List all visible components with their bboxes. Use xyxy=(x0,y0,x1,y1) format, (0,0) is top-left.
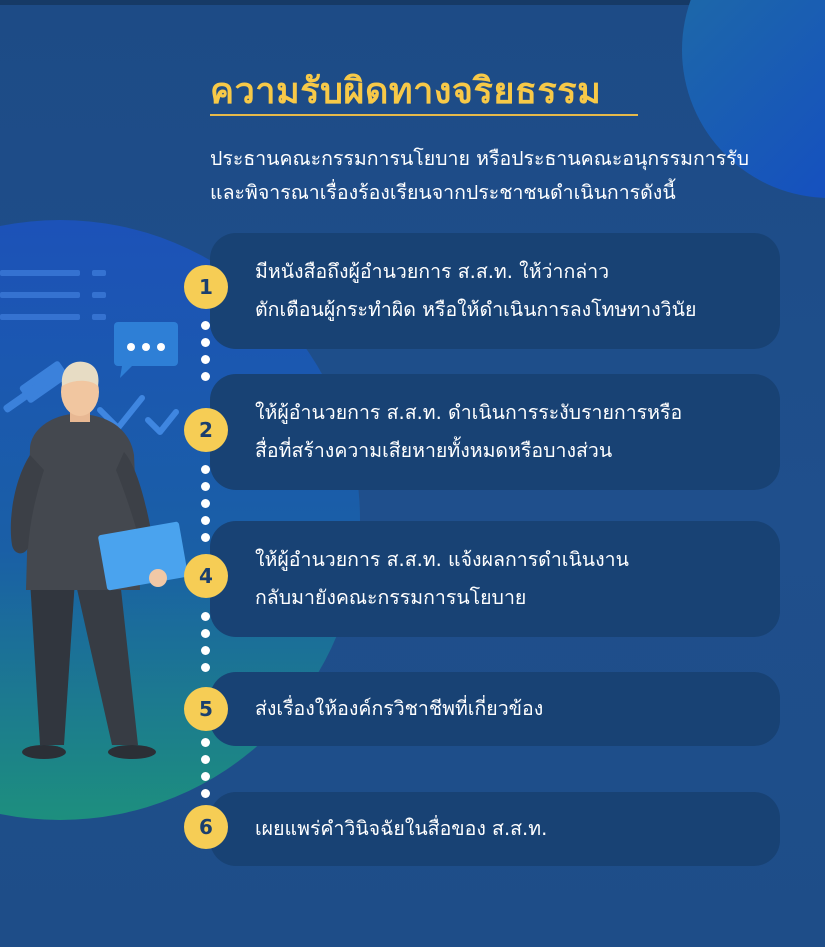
step-card xyxy=(210,792,780,866)
step-card-text: ให้ผู้อำนวยการ ส.ส.ท. แจ้งผลการดำเนินงาน กลับมายังคณะกรรมการนโยบาย xyxy=(255,548,629,609)
timeline-dot xyxy=(201,321,210,330)
step-number-badge: 4 xyxy=(184,554,228,598)
timeline-dot xyxy=(201,516,210,525)
timeline-dot xyxy=(201,338,210,347)
step-number-badge: 6 xyxy=(184,805,228,849)
timeline-dot xyxy=(201,629,210,638)
timeline-dot xyxy=(201,663,210,672)
step-number-badge: 2 xyxy=(184,408,228,452)
step-card xyxy=(210,521,780,637)
timeline-dot xyxy=(201,789,210,798)
page-subtitle: ประธานคณะกรรมการนโยบาย หรือประธานคณะอนุกรรมการรับ และพิจารณาเรื่องร้องเรียนจากประชาชนดำเนินการดังนี้ xyxy=(210,147,750,204)
step-card-text: เผยแพร่คำวินิจฉัยในสื่อของ ส.ส.ท. xyxy=(255,817,548,840)
timeline-dot xyxy=(201,355,210,364)
title-underline xyxy=(210,114,638,116)
timeline-dot xyxy=(201,533,210,542)
step-card-text: ให้ผู้อำนวยการ ส.ส.ท. ดำเนินการระงับรายการหรือ สื่อที่สร้างความเสียหายทั้งหมดหรือบางส่วน xyxy=(255,401,683,462)
step-card-text: ส่งเรื่องให้องค์กรวิชาชีพที่เกี่ยวข้อง xyxy=(255,697,544,720)
timeline-dot xyxy=(201,646,210,655)
step-card-text: มีหนังสือถึงผู้อำนวยการ ส.ส.ท. ให้ว่ากล่าว ตักเตือนผู้กระทำผิด หรือให้ดำเนินการลงโทษทางวินัย xyxy=(255,260,697,321)
timeline-dot xyxy=(201,612,210,621)
timeline-dot xyxy=(201,372,210,381)
timeline-dot xyxy=(201,499,210,508)
step-number-badge: 1 xyxy=(184,265,228,309)
timeline-dot xyxy=(201,772,210,781)
timeline-dot xyxy=(201,465,210,474)
step-card xyxy=(210,374,780,490)
timeline-dot xyxy=(201,755,210,764)
step-card xyxy=(210,233,780,349)
page-title: ความรับผิดทางจริยธรรม xyxy=(210,71,602,112)
step-number-badge: 5 xyxy=(184,687,228,731)
step-card xyxy=(210,672,780,746)
timeline-dot xyxy=(201,738,210,747)
timeline-dot xyxy=(201,482,210,491)
